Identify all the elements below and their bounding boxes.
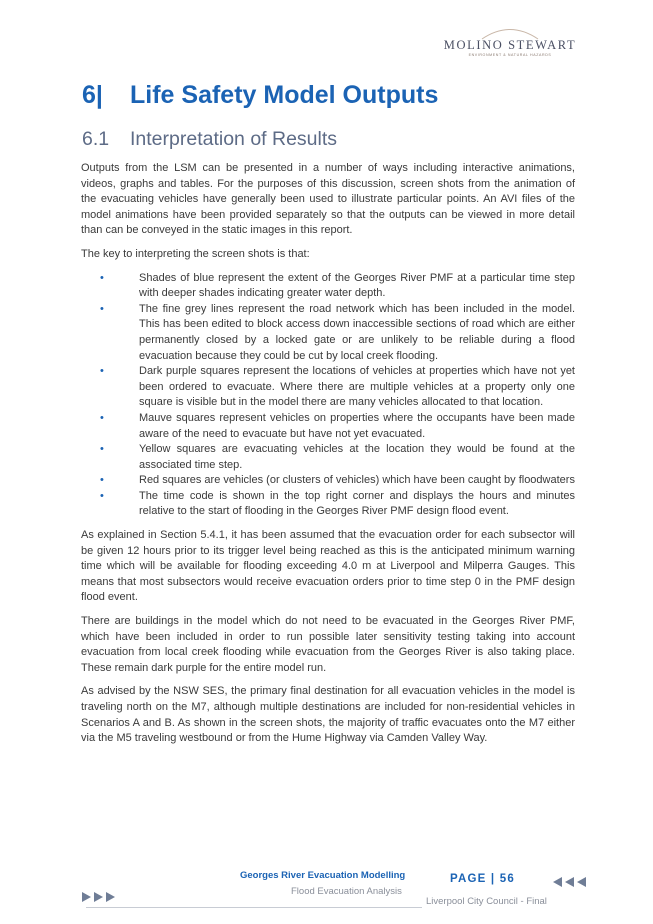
company-logo bbox=[440, 26, 580, 60]
section-number: 6| bbox=[82, 81, 103, 109]
subsection-title: Interpretation of Results bbox=[130, 128, 338, 150]
footer-divider bbox=[86, 907, 422, 908]
bullet-icon: • bbox=[100, 302, 104, 315]
bullet-text: The fine grey lines represent the road network which has been included in the model. This has been edited to block access down inaccessible sections of road which are either permanently closed by a locked gate or are unlikely to be reliable during a flood evacuation because they could be cut by local creek flooding. bbox=[139, 302, 575, 362]
paragraph-key: The key to interpreting the screen shots is that: bbox=[81, 247, 310, 260]
footer-document-subtitle: Flood Evacuation Analysis bbox=[291, 886, 402, 897]
bullet-icon: • bbox=[100, 365, 104, 378]
bullet-item bbox=[81, 473, 575, 489]
logo-tagline: ENVIRONMENT & NATURAL HAZARDS bbox=[468, 53, 552, 57]
section-title: Life Safety Model Outputs bbox=[130, 81, 439, 109]
page-number: PAGE | 56 bbox=[450, 873, 515, 885]
bullet-icon: • bbox=[100, 489, 104, 502]
bullet-text: Red squares are vehicles (or clusters of vehicles) which have been caught by floodwaters bbox=[139, 474, 575, 487]
footer-document-title: Georges River Evacuation Modelling bbox=[240, 870, 406, 881]
bullet-text: Dark purple squares represent the locations of vehicles at properties which have not yet been ordered to evacuate. Where there are multiple vehicles at a property only one square is visible but in the model there are many vehicles allocated to that location. bbox=[139, 365, 575, 409]
back-arrows-icon bbox=[553, 876, 589, 888]
bullet-icon: • bbox=[100, 443, 104, 456]
bullet-icon: • bbox=[100, 474, 104, 487]
bullet-text: Shades of blue represent the extent of the Georges River PMF at a particular time step with deeper shades indicating greater water depth. bbox=[139, 271, 575, 300]
subsection-number: 6.1 bbox=[82, 128, 110, 150]
bullet-text: Yellow squares are evacuating vehicles at the location they would be found at the associated time step. bbox=[139, 443, 575, 471]
logo-wordmark: MOLINO STEWART bbox=[443, 38, 577, 52]
footer-client: Liverpool City Council - Final bbox=[426, 896, 547, 907]
bullet-item bbox=[81, 411, 575, 442]
bullet-text: The time code is shown in the top right corner and displays the hours and minutes relative to the start of flooding in the Georges River PMF design flood event. bbox=[139, 489, 575, 518]
bullet-item bbox=[81, 302, 575, 364]
bullet-icon: • bbox=[100, 271, 104, 284]
bullet-text: Mauve squares represent vehicles on properties where the occupants have been made aware of the need to evacuate but have not yet evacuated. bbox=[139, 411, 575, 440]
bullet-icon: • bbox=[100, 411, 104, 424]
paragraph-evacuation-order: As explained in Section 5.4.1, it has been assumed that the evacuation order for each subsector will be given 12 hours prior to its trigger level being reached as this is the anticipated minimum warning time which will be available for flooding exceeding 4.0 m at Liverpool and Milperra Gauges. This means that most subsectors would receive evacuation orders prior to time step 0 in the PMF design flood event. bbox=[81, 529, 575, 604]
bullet-item bbox=[81, 271, 575, 302]
bullet-item bbox=[81, 489, 575, 520]
body-text bbox=[81, 161, 575, 755]
section-heading bbox=[82, 81, 438, 110]
bullet-item bbox=[81, 364, 575, 411]
paragraph-intro: Outputs from the LSM can be presented in a number of ways including interactive animations, videos, graphs and tables. For the purposes of this discussion, screen shots from the animation of the evacuating vehicles have generally been used to illustrate particular points. An AVI files of the model animations have been provided separately so that the outputs can be viewed in more detail than can be conveyed in the static images in this report. bbox=[81, 162, 575, 237]
subsection-heading bbox=[82, 128, 337, 151]
key-bullet-list bbox=[81, 271, 575, 521]
paragraph-destination: As advised by the NSW SES, the primary final destination for all evacuation vehicles in the model is traveling north on the M7, although multiple destinations are included for non-residential vehicles in Scenarios A and B. As shown in the screen shots, the majority of traffic evacuates onto the M7 either via the M5 traveling westbound or from the Hume Highway via Camden Valley Way. bbox=[81, 685, 575, 745]
bullet-item bbox=[81, 442, 575, 473]
paragraph-buildings: There are buildings in the model which do not need to be evacuated in the Georges River PMF, which have been included in order to run possible later sensitivity testing taking into account evacuation from local creek flooding while evacuation from the Georges River is also taking place. These remain dark purple for the entire model run. bbox=[81, 615, 575, 674]
forward-arrows-icon bbox=[82, 891, 118, 903]
